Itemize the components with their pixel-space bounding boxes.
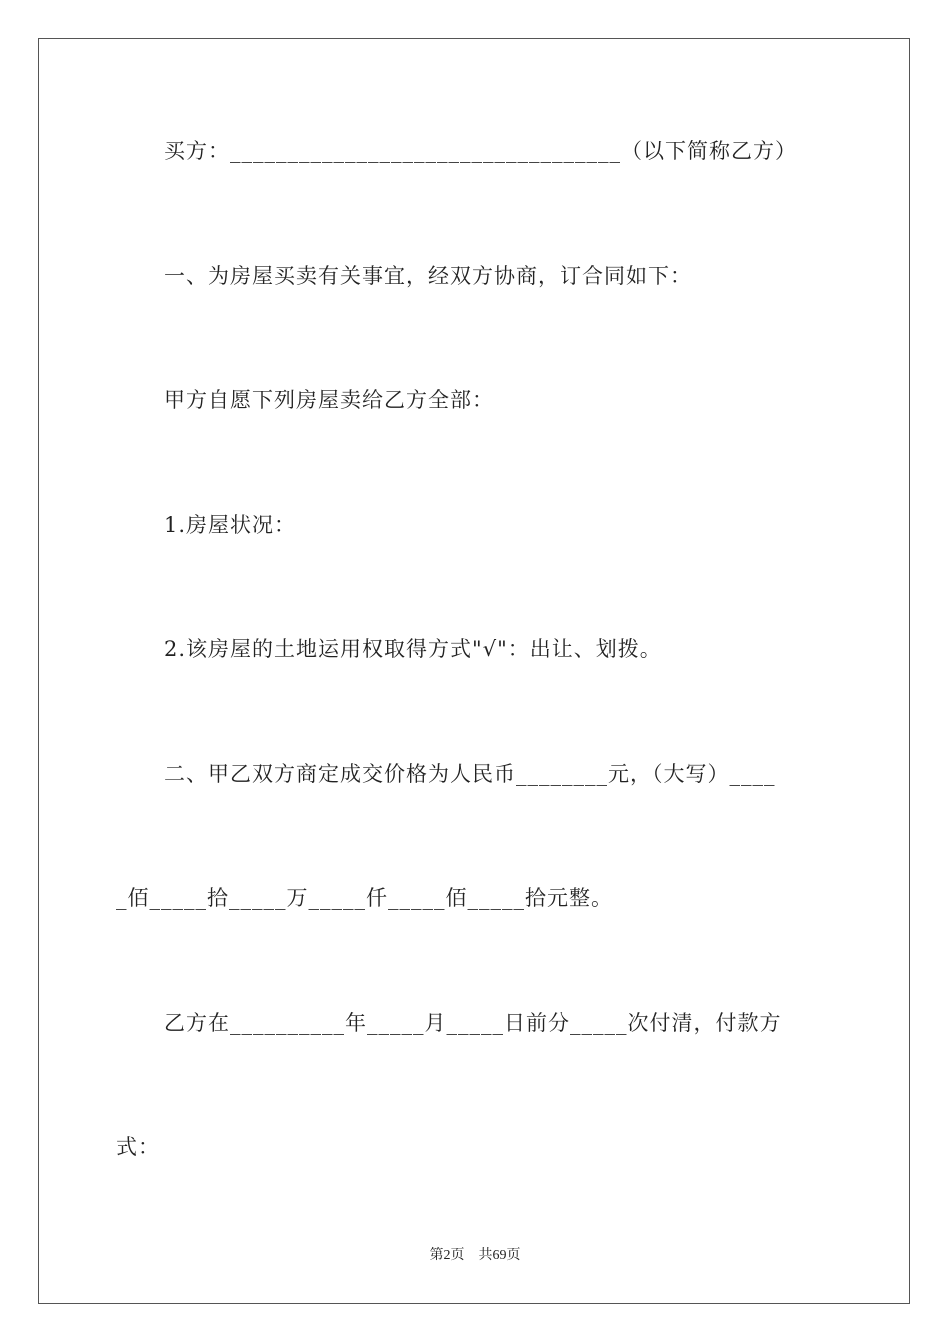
payment-line: 乙方在__________年_____月_____日前分_____次付清，付款方 (164, 1011, 782, 1035)
page-number: 第2页 (429, 1248, 465, 1263)
price-line: 二、甲乙双方商定成交价格为人民币________元，（大写）____ (164, 762, 776, 786)
house-status-line: 1.房屋状况： (164, 513, 297, 537)
seller-agreement-line: 甲方自愿下列房屋卖给乙方全部： (164, 388, 494, 412)
total-pages: 共69页 (478, 1248, 521, 1263)
page-border (38, 38, 910, 1304)
clause-one-line: 一、为房屋买卖有关事宜，经双方协商，订合同如下： (164, 264, 692, 288)
page-footer (0, 1246, 950, 1266)
price-uppercase-line: _佰_____拾_____万_____仟_____佰_____拾元整。 (116, 886, 613, 910)
payment-method-line: 式： (116, 1135, 160, 1159)
land-use-line: 2.该房屋的土地运用权取得方式"√"：出让、划拨。 (164, 637, 662, 661)
buyer-line: 买方：__________________________________（以下简称乙方） (164, 139, 797, 163)
